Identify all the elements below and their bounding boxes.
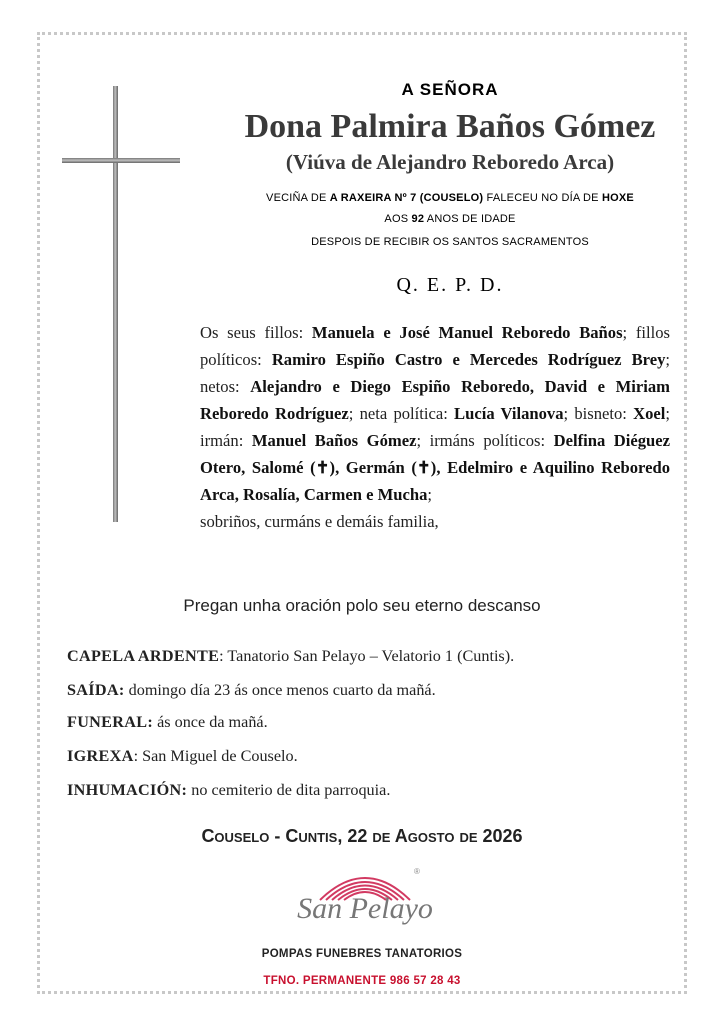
logo-text: San Pelayo [297, 892, 433, 925]
place-date: Couselo - Cuntis, 22 de Agosto de 2026 [201, 826, 523, 846]
detail-saida: SAÍDA: domingo día 23 ás once menos cuarto da mañá. [67, 681, 436, 699]
info-line-age: AOS 92 ANOS DE IDADE [384, 213, 516, 225]
detail-capela: CAPELA ARDENTE: Tanatorio San Pelayo – Velatorio 1 (Cuntis). [67, 647, 515, 665]
san-pelayo-logo [290, 862, 440, 946]
deceased-name: Dona Palmira Baños Gómez [244, 108, 656, 145]
detail-funeral: FUNERAL: ás once da mañá. [67, 713, 268, 731]
detail-inhumacion: INHUMACIÓN: no cemiterio de dita parroquia. [67, 781, 391, 799]
family-last-line: sobriños, curmáns e demáis familia, [200, 512, 439, 531]
company-tagline: POMPAS FUNEBRES TANATORIOS [261, 948, 463, 960]
info-line-sacraments: DESPOIS DE RECIBIR OS SANTOS SACRAMENTOS [311, 236, 589, 248]
prayer-line: Pregan unha oración polo seu eterno descanso [183, 596, 541, 615]
phone-line: TFNO. PERMANENTE 986 57 28 43 [263, 975, 461, 987]
widow-of: (Viúva de Alejandro Reboredo Arca) [285, 150, 615, 174]
info-line-residence: VECIÑA DE A RAXEIRA Nº 7 (COUSELO) FALECEU NO DÍA DE HOXE [266, 192, 634, 204]
family-paragraph: Os seus fillos: Manuela e José Manuel Reboredo Baños; fillos políticos: Ramiro Espiño Castro e Mercedes Rodríguez Brey; netos: Alejandro e Diego Espiño Reboredo, David e Miriam Reboredo Rodríguez; neta política: Lucía Vilanova; bisneto: Xoel; irmán: Manuel Baños Gómez; irmáns políticos: Delfina Diéguez Otero, Salomé (✝), Germán (✝), Edelmiro e Aquilino Reboredo Arca, Rosalía, Carmen e Mucha; sobriños, curmáns e demáis familia, [200, 319, 670, 535]
detail-igrexa: IGREXA: San Miguel de Couselo. [67, 747, 298, 765]
registered-mark: ® [414, 867, 420, 876]
title-small: A SEÑORA [401, 80, 499, 99]
qepd: Q. E. P. D. [396, 274, 504, 296]
